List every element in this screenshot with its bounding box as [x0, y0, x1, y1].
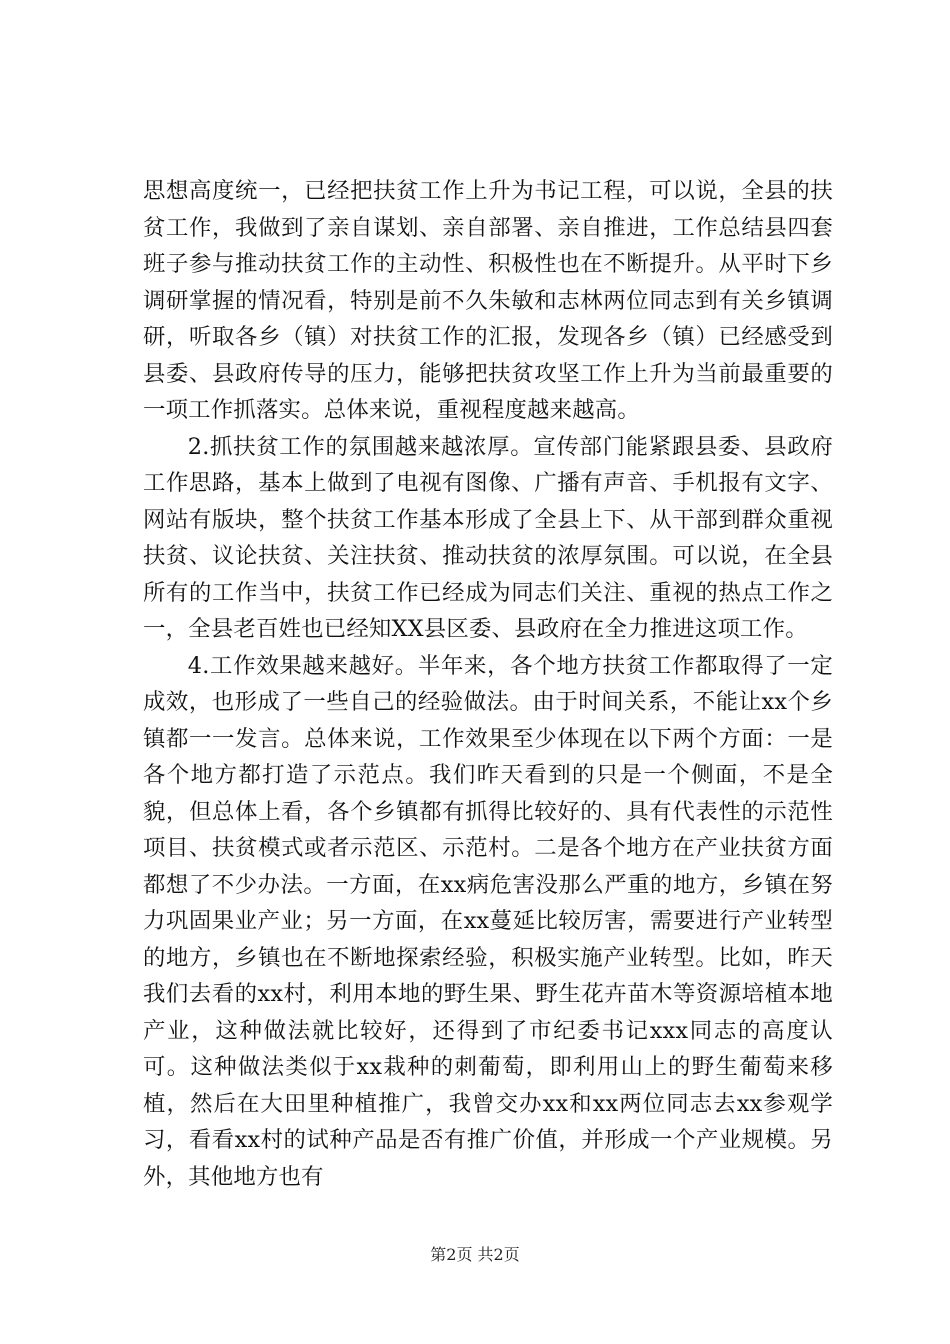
document-body	[143, 173, 833, 1195]
page-number-footer: 第2页 共2页	[430, 1245, 520, 1264]
paragraph-3: 4.工作效果越来越好。半年来，各个地方扶贫工作都取得了一定成效，也形成了一些自己的经验做法。由于时间关系，不能让xx个乡镇都一一发言。总体来说，工作效果至少体现在以下两个方面：一是各个地方都打造了示范点。我们昨天看到的只是一个侧面，不是全貌，但总体上看，各个乡镇都有抓得比较好的、具有代表性的示范性项目、扶贫模式或者示范区、示范村。二是各个地方在产业扶贫方面都想了不少办法。一方面，在xx病危害没那么严重的地方，乡镇在努力巩固果业产业；另一方面，在xx蔓延比较厉害，需要进行产业转型的地方，乡镇也在不断地探索经验，积极实施产业转型。比如，昨天我们去看的xx村，利用本地的野生果、野生花卉苗木等资源培植本地产业，这种做法就比较好，还得到了市纪委书记xxx同志的高度认可。这种做法类似于xx栽种的刺葡萄，即利用山上的野生葡萄来移植，然后在大田里种植推广，我曾交办xx和xx两位同志去xx参观学习，看看xx村的试种产品是否有推广价值，并形成一个产业规模。另外，其他地方也有	[143, 652, 833, 1190]
paragraph-2: 2.抓扶贫工作的氛围越来越浓厚。宣传部门能紧跟县委、县政府工作思路，基本上做到了电视有图像、广播有声音、手机报有文字、网站有版块，整个扶贫工作基本形成了全县上下、从干部到群众重视扶贫、议论扶贫、关注扶贫、推动扶贫的浓厚氛围。可以说，在全县所有的工作当中，扶贫工作已经成为同志们关注、重视的热点工作之一，全县老百姓也已经知XX县区委、县政府在全力推进这项工作。	[143, 433, 833, 642]
paragraph-1: 思想高度统一，已经把扶贫工作上升为书记工程，可以说，全县的扶贫工作，我做到了亲自谋划、亲自部署、亲自推进，工作总结县四套班子参与推动扶贫工作的主动性、积极性也在不断提升。从平时下乡调研掌握的情况看，特别是前不久朱敏和志林两位同志到有关乡镇调研，听取各乡（镇）对扶贫工作的汇报，发现各乡（镇）已经感受到县委、县政府传导的压力，能够把扶贫攻坚工作上升为当前最重要的一项工作抓落实。总体来说，重视程度越来越高。	[143, 178, 833, 423]
